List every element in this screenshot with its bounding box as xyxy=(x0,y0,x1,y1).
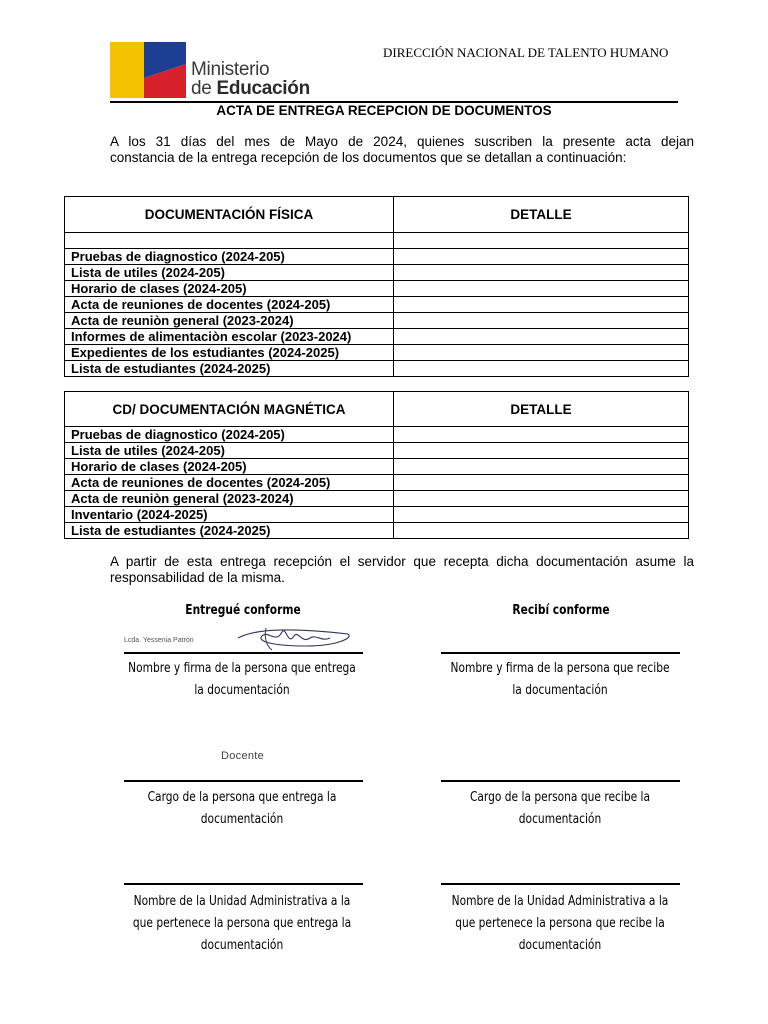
logo-line-2: de Educación xyxy=(191,78,310,99)
table-header-row xyxy=(65,197,689,233)
intro-line-1: A los 31 días del mes de Mayo de 2024, quienes suscriben la presente acta dejan xyxy=(110,134,694,149)
detail-cell xyxy=(394,345,689,361)
closing-line-2: responsabilidad de la misma. xyxy=(110,570,285,585)
department-name: DIRECCIÓN NACIONAL DE TALENTO HUMANO xyxy=(383,45,669,60)
magnetic-col-header: CD/ DOCUMENTACIÓN MAGNÉTICA xyxy=(65,392,394,427)
table-row xyxy=(65,523,689,539)
detail-cell xyxy=(394,361,689,377)
table-header-row xyxy=(65,392,689,427)
detail-cell xyxy=(394,329,689,345)
received-unit-line xyxy=(441,883,680,885)
received-heading: Recibí conforme xyxy=(512,603,610,618)
closing-line-1: A partir de esta entrega recepción el servidor que recepta dicha documentación asume la xyxy=(110,554,694,569)
table-row xyxy=(65,427,689,443)
signer-name: Lcda. Yessenia Patrón xyxy=(124,637,194,644)
magnetic-detail-header: DETALLE xyxy=(394,392,689,427)
table-cell: Lista de utiles (2024-205) xyxy=(65,443,394,459)
table-row xyxy=(65,491,689,507)
detail-cell xyxy=(394,265,689,281)
table-cell: Pruebas de diagnostico (2024-205) xyxy=(65,249,394,265)
position-value: Docente xyxy=(221,750,265,762)
table-cell xyxy=(65,233,394,249)
physical-detail-header: DETALLE xyxy=(394,197,689,233)
closing-paragraph xyxy=(110,554,694,586)
detail-cell xyxy=(394,523,689,539)
received-position-line xyxy=(441,780,680,782)
table-cell: Informes de alimentaciòn escolar (2023-2024) xyxy=(65,329,394,345)
delivered-position-caption: Cargo de la persona que entrega la documentación xyxy=(147,790,337,827)
delivered-name-line xyxy=(124,652,363,654)
table-cell: Expedientes de los estudiantes (2024-2025) xyxy=(65,345,394,361)
table-cell: Acta de reuniones de docentes (2024-205) xyxy=(65,475,394,491)
table-row xyxy=(65,313,689,329)
received-name-line xyxy=(441,652,680,654)
detail-cell xyxy=(394,475,689,491)
handwritten-signature-icon xyxy=(236,624,352,652)
table-cell: Lista de utiles (2024-205) xyxy=(65,265,394,281)
table-row xyxy=(65,475,689,491)
ministry-logo-icon xyxy=(110,42,186,98)
detail-cell xyxy=(394,281,689,297)
detail-cell xyxy=(394,491,689,507)
detail-cell xyxy=(394,459,689,475)
delivered-unit-caption: Nombre de la Unidad Administrativa a la que pertenece la persona que entrega la documentación xyxy=(132,894,352,953)
table-cell: Acta de reuniòn general (2023-2024) xyxy=(65,313,394,329)
delivered-name-caption: Nombre y firma de la persona que entrega la documentación xyxy=(128,661,356,698)
table-cell: Acta de reuniòn general (2023-2024) xyxy=(65,491,394,507)
table-row xyxy=(65,507,689,523)
document-title: ACTA DE ENTREGA RECEPCION DE DOCUMENTOS xyxy=(216,103,552,118)
detail-cell xyxy=(394,297,689,313)
physical-documents-table xyxy=(64,196,689,377)
received-name-caption: Nombre y firma de la persona que recibe la documentación xyxy=(450,661,670,698)
table-row xyxy=(65,345,689,361)
ministry-logo-text xyxy=(191,60,310,98)
detail-cell xyxy=(394,507,689,523)
table-cell: Horario de clases (2024-205) xyxy=(65,459,394,475)
table-row xyxy=(65,329,689,345)
detail-cell xyxy=(394,249,689,265)
delivered-position-line xyxy=(124,780,363,782)
table-row xyxy=(65,233,689,249)
table-cell: Lista de estudiantes (2024-2025) xyxy=(65,523,394,539)
intro-paragraph xyxy=(110,134,694,166)
table-row xyxy=(65,281,689,297)
table-cell: Horario de clases (2024-205) xyxy=(65,281,394,297)
delivered-unit-line xyxy=(124,883,363,885)
intro-line-2: constancia de la entrega recepción de los documentos que se detallan a continuación: xyxy=(110,150,627,165)
delivered-heading: Entregué conforme xyxy=(185,603,301,618)
table-cell: Acta de reuniones de docentes (2024-205) xyxy=(65,297,394,313)
detail-cell xyxy=(394,443,689,459)
table-cell: Pruebas de diagnostico (2024-205) xyxy=(65,427,394,443)
table-row xyxy=(65,443,689,459)
detail-cell xyxy=(394,427,689,443)
physical-col-header: DOCUMENTACIÓN FÍSICA xyxy=(65,197,394,233)
table-row xyxy=(65,265,689,281)
received-position-caption: Cargo de la persona que recibe la documentación xyxy=(469,790,651,827)
table-row xyxy=(65,249,689,265)
table-row xyxy=(65,297,689,313)
detail-cell xyxy=(394,233,689,249)
magnetic-documents-table xyxy=(64,391,689,539)
detail-cell xyxy=(394,313,689,329)
logo-line-1: Ministerio xyxy=(191,59,270,80)
table-cell: Inventario (2024-2025) xyxy=(65,507,394,523)
table-row xyxy=(65,361,689,377)
table-cell: Lista de estudiantes (2024-2025) xyxy=(65,361,394,377)
table-row xyxy=(65,459,689,475)
received-unit-caption: Nombre de la Unidad Administrativa a la que pertenece la persona que recibe la documentación xyxy=(451,894,669,953)
